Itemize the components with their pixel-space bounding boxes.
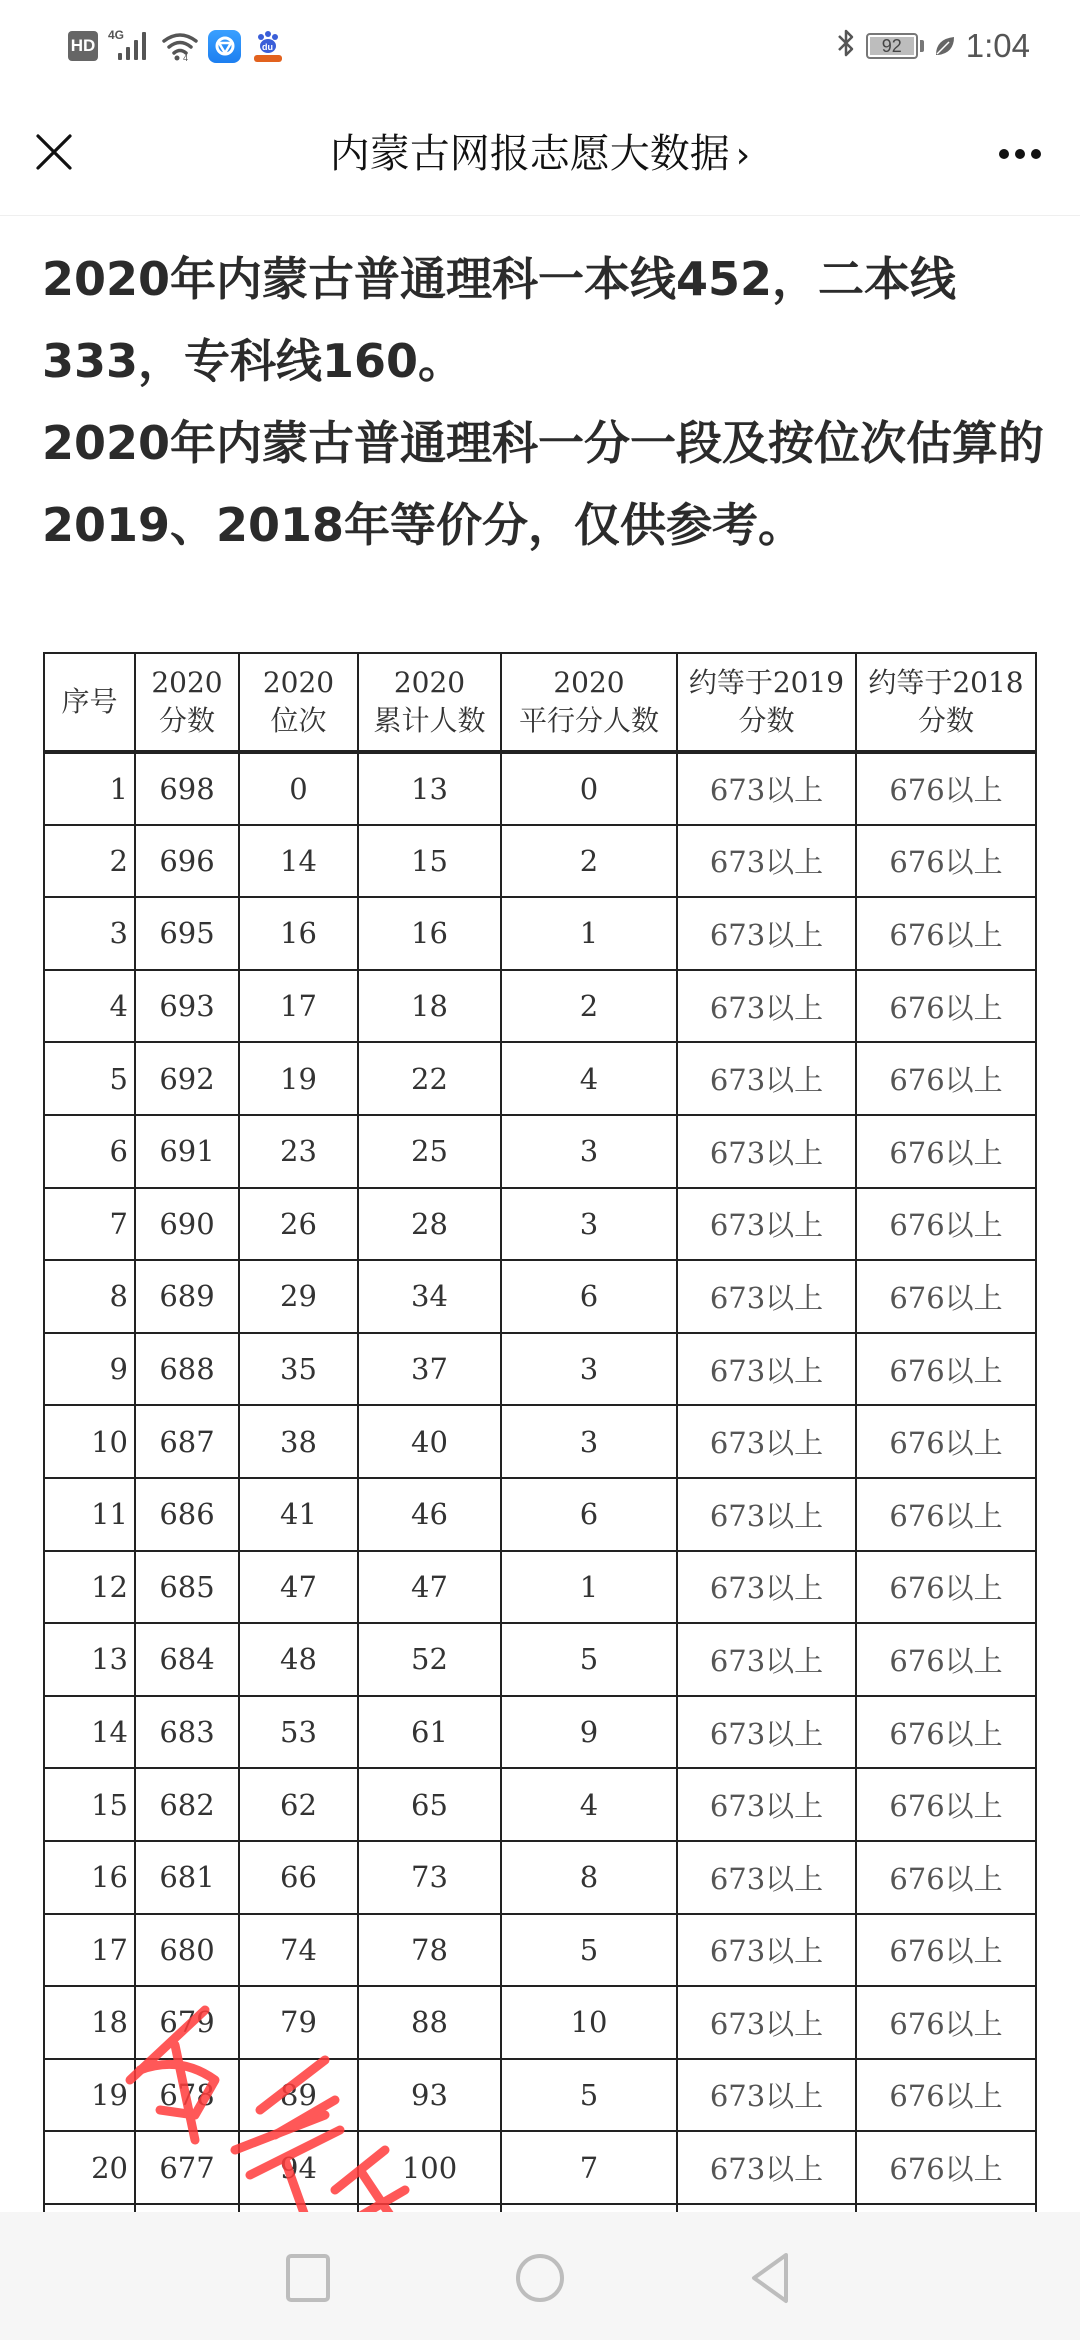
cell-equivalent-2018: 676以上 bbox=[856, 1841, 1036, 1914]
status-bar-left bbox=[68, 26, 285, 66]
cell-score-2020: 698 bbox=[135, 752, 239, 825]
cell-same-score-count-2020: 9 bbox=[501, 1696, 677, 1769]
cell-equivalent-2018: 676以上 bbox=[856, 1623, 1036, 1696]
cell-index: 15 bbox=[44, 1768, 135, 1841]
table-row bbox=[44, 2131, 1036, 2204]
cell-cumulative-2020: 100 bbox=[358, 2131, 501, 2204]
header-2020-same-score: 2020 平行分人数 bbox=[501, 653, 677, 752]
cell-cumulative-2020: 18 bbox=[358, 970, 501, 1043]
cell-same-score-count-2020: 0 bbox=[501, 752, 677, 825]
cell-cumulative-2020: 37 bbox=[358, 1333, 501, 1406]
cell-equivalent-2019: 673以上 bbox=[677, 1768, 856, 1841]
recent-apps-icon bbox=[286, 2254, 330, 2302]
cell-cumulative-2020: 13 bbox=[358, 752, 501, 825]
cell-score-2020: 696 bbox=[135, 825, 239, 898]
cell-score-2020: 693 bbox=[135, 970, 239, 1043]
cell-score-2020: 688 bbox=[135, 1333, 239, 1406]
power-saving-leaf-icon bbox=[934, 35, 956, 57]
cell-rank-2020: 17 bbox=[239, 970, 358, 1043]
cell-equivalent-2019: 673以上 bbox=[677, 1623, 856, 1696]
cell-equivalent-2018: 676以上 bbox=[856, 752, 1036, 825]
cell-score-2020: 682 bbox=[135, 1768, 239, 1841]
cell-equivalent-2018: 676以上 bbox=[856, 825, 1036, 898]
cell-equivalent-2018: 676以上 bbox=[856, 1042, 1036, 1115]
cell-cumulative-2020: 78 bbox=[358, 1914, 501, 1987]
cell-equivalent-2019: 673以上 bbox=[677, 1986, 856, 2059]
cell-rank-2020: 62 bbox=[239, 1768, 358, 1841]
cell-score-2020: 692 bbox=[135, 1042, 239, 1115]
table-row bbox=[44, 1768, 1036, 1841]
clock: 1:04 bbox=[965, 27, 1030, 64]
cell-equivalent-2018: 676以上 bbox=[856, 1405, 1036, 1478]
cell-equivalent-2019: 673以上 bbox=[677, 1478, 856, 1551]
cell-same-score-count-2020: 4 bbox=[501, 1042, 677, 1115]
table-body bbox=[44, 752, 1036, 2276]
cell-equivalent-2018: 676以上 bbox=[856, 1115, 1036, 1188]
cell-same-score-count-2020: 3 bbox=[501, 1115, 677, 1188]
cell-equivalent-2019: 673以上 bbox=[677, 970, 856, 1043]
header-2020-score: 2020 分数 bbox=[135, 653, 239, 752]
cell-same-score-count-2020: 1 bbox=[501, 1551, 677, 1624]
cell-cumulative-2020: 34 bbox=[358, 1260, 501, 1333]
cell-index: 1 bbox=[44, 752, 135, 825]
cell-cumulative-2020: 46 bbox=[358, 1478, 501, 1551]
cell-index: 19 bbox=[44, 2059, 135, 2132]
cell-cumulative-2020: 16 bbox=[358, 897, 501, 970]
title-bar bbox=[0, 92, 1080, 216]
cell-score-2020: 689 bbox=[135, 1260, 239, 1333]
wifi-icon bbox=[162, 31, 198, 61]
cell-equivalent-2018: 676以上 bbox=[856, 1333, 1036, 1406]
cell-same-score-count-2020: 7 bbox=[501, 2131, 677, 2204]
cell-cumulative-2020: 40 bbox=[358, 1405, 501, 1478]
table-row bbox=[44, 1188, 1036, 1261]
cell-score-2020: 679 bbox=[135, 1986, 239, 2059]
cell-index: 3 bbox=[44, 897, 135, 970]
cell-cumulative-2020: 47 bbox=[358, 1551, 501, 1624]
cell-same-score-count-2020: 3 bbox=[501, 1333, 677, 1406]
app-notification-icon bbox=[208, 30, 241, 63]
cell-rank-2020: 47 bbox=[239, 1551, 358, 1624]
cell-rank-2020: 29 bbox=[239, 1260, 358, 1333]
cell-equivalent-2019: 673以上 bbox=[677, 1188, 856, 1261]
cell-cumulative-2020: 61 bbox=[358, 1696, 501, 1769]
status-bar-right bbox=[836, 24, 1030, 68]
cell-equivalent-2018: 676以上 bbox=[856, 1188, 1036, 1261]
cell-equivalent-2019: 673以上 bbox=[677, 2131, 856, 2204]
score-rank-table bbox=[43, 652, 1037, 2277]
table-row bbox=[44, 1551, 1036, 1624]
svg-text:du: du bbox=[262, 42, 273, 52]
cell-equivalent-2019: 673以上 bbox=[677, 825, 856, 898]
cell-cumulative-2020: 73 bbox=[358, 1841, 501, 1914]
cell-rank-2020: 41 bbox=[239, 1478, 358, 1551]
cell-score-2020: 680 bbox=[135, 1914, 239, 1987]
cell-score-2020: 691 bbox=[135, 1115, 239, 1188]
cell-equivalent-2018: 676以上 bbox=[856, 1986, 1036, 2059]
signal-icon bbox=[108, 30, 152, 62]
status-bar bbox=[0, 0, 1080, 92]
cell-same-score-count-2020: 5 bbox=[501, 1623, 677, 1696]
home-button[interactable] bbox=[504, 2242, 576, 2314]
battery-icon bbox=[866, 33, 924, 59]
header-2018-equivalent: 约等于2018 分数 bbox=[856, 653, 1036, 752]
home-icon bbox=[514, 2252, 566, 2304]
cell-equivalent-2018: 676以上 bbox=[856, 1914, 1036, 1987]
cell-same-score-count-2020: 8 bbox=[501, 1841, 677, 1914]
cell-index: 14 bbox=[44, 1696, 135, 1769]
cell-index: 10 bbox=[44, 1405, 135, 1478]
article-paragraph-cutoff-lines: 2020年内蒙古普通理科一本线452，二本线333，专科线160。 bbox=[42, 252, 957, 388]
cell-same-score-count-2020: 10 bbox=[501, 1986, 677, 2059]
cell-same-score-count-2020: 6 bbox=[501, 1478, 677, 1551]
cell-same-score-count-2020: 2 bbox=[501, 970, 677, 1043]
chevron-right-icon: › bbox=[735, 135, 751, 176]
cell-index: 16 bbox=[44, 1841, 135, 1914]
table-row bbox=[44, 1986, 1036, 2059]
more-options-button[interactable] bbox=[990, 132, 1050, 176]
cell-same-score-count-2020: 5 bbox=[501, 2059, 677, 2132]
cell-same-score-count-2020: 3 bbox=[501, 1405, 677, 1478]
cell-index: 8 bbox=[44, 1260, 135, 1333]
table-row bbox=[44, 1914, 1036, 1987]
cell-same-score-count-2020: 1 bbox=[501, 897, 677, 970]
table-row bbox=[44, 2059, 1036, 2132]
cell-cumulative-2020: 88 bbox=[358, 1986, 501, 2059]
cell-score-2020: 684 bbox=[135, 1623, 239, 1696]
cell-equivalent-2018: 676以上 bbox=[856, 1478, 1036, 1551]
table-header-row bbox=[44, 653, 1036, 752]
cell-index: 6 bbox=[44, 1115, 135, 1188]
cell-rank-2020: 0 bbox=[239, 752, 358, 825]
cell-score-2020: 686 bbox=[135, 1478, 239, 1551]
cell-equivalent-2018: 676以上 bbox=[856, 2131, 1036, 2204]
table-row bbox=[44, 1042, 1036, 1115]
cell-rank-2020: 14 bbox=[239, 825, 358, 898]
cell-rank-2020: 23 bbox=[239, 1115, 358, 1188]
table-row bbox=[44, 1623, 1036, 1696]
cell-equivalent-2019: 673以上 bbox=[677, 1405, 856, 1478]
table-row bbox=[44, 1115, 1036, 1188]
cell-equivalent-2019: 673以上 bbox=[677, 1696, 856, 1769]
recent-apps-button[interactable] bbox=[272, 2242, 344, 2314]
cell-rank-2020: 94 bbox=[239, 2131, 358, 2204]
bluetooth-icon bbox=[836, 27, 856, 66]
cell-score-2020: 687 bbox=[135, 1405, 239, 1478]
back-icon bbox=[748, 2252, 792, 2304]
cell-same-score-count-2020: 3 bbox=[501, 1188, 677, 1261]
article-body bbox=[42, 238, 1052, 566]
cell-index: 17 bbox=[44, 1914, 135, 1987]
cell-equivalent-2018: 676以上 bbox=[856, 2059, 1036, 2132]
cell-same-score-count-2020: 2 bbox=[501, 825, 677, 898]
cell-cumulative-2020: 15 bbox=[358, 825, 501, 898]
table-row bbox=[44, 825, 1036, 898]
cell-cumulative-2020: 52 bbox=[358, 1623, 501, 1696]
table-row bbox=[44, 1841, 1036, 1914]
article-paragraph-description: 2020年内蒙古普通理科一分一段及按位次估算的2019、2018年等价分，仅供参考。 bbox=[42, 416, 1045, 552]
cell-equivalent-2019: 673以上 bbox=[677, 1260, 856, 1333]
system-nav-bar bbox=[0, 2212, 1080, 2340]
header-index: 序号 bbox=[44, 653, 135, 752]
cell-equivalent-2019: 673以上 bbox=[677, 1914, 856, 1987]
cell-equivalent-2018: 676以上 bbox=[856, 1768, 1036, 1841]
cell-rank-2020: 89 bbox=[239, 2059, 358, 2132]
cell-equivalent-2019: 673以上 bbox=[677, 1115, 856, 1188]
cell-equivalent-2019: 673以上 bbox=[677, 1551, 856, 1624]
table-row bbox=[44, 897, 1036, 970]
cell-equivalent-2018: 676以上 bbox=[856, 1551, 1036, 1624]
cell-index: 20 bbox=[44, 2131, 135, 2204]
cell-index: 4 bbox=[44, 970, 135, 1043]
cell-equivalent-2019: 673以上 bbox=[677, 2059, 856, 2132]
cell-index: 9 bbox=[44, 1333, 135, 1406]
cell-score-2020: 681 bbox=[135, 1841, 239, 1914]
cell-rank-2020: 19 bbox=[239, 1042, 358, 1115]
cell-equivalent-2018: 676以上 bbox=[856, 970, 1036, 1043]
page-title[interactable] bbox=[0, 128, 1080, 182]
cell-cumulative-2020: 25 bbox=[358, 1115, 501, 1188]
cell-index: 12 bbox=[44, 1551, 135, 1624]
header-2020-cumulative: 2020 累计人数 bbox=[358, 653, 501, 752]
battery-level: 92 bbox=[870, 37, 914, 55]
table-row bbox=[44, 1260, 1036, 1333]
cell-equivalent-2018: 676以上 bbox=[856, 897, 1036, 970]
cell-index: 2 bbox=[44, 825, 135, 898]
cell-rank-2020: 53 bbox=[239, 1696, 358, 1769]
cell-rank-2020: 16 bbox=[239, 897, 358, 970]
table-row bbox=[44, 752, 1036, 825]
cell-score-2020: 683 bbox=[135, 1696, 239, 1769]
hd-icon: HD bbox=[68, 31, 98, 61]
cell-cumulative-2020: 22 bbox=[358, 1042, 501, 1115]
table-row bbox=[44, 970, 1036, 1043]
baidu-notification-icon bbox=[251, 29, 285, 63]
cell-cumulative-2020: 93 bbox=[358, 2059, 501, 2132]
cell-equivalent-2018: 676以上 bbox=[856, 1696, 1036, 1769]
cell-equivalent-2018: 676以上 bbox=[856, 1260, 1036, 1333]
svg-text:4: 4 bbox=[183, 53, 189, 61]
more-dots-icon bbox=[999, 149, 1009, 159]
cell-index: 11 bbox=[44, 1478, 135, 1551]
cell-same-score-count-2020: 5 bbox=[501, 1914, 677, 1987]
cell-rank-2020: 79 bbox=[239, 1986, 358, 2059]
network-type-label: 4G bbox=[108, 28, 125, 42]
cell-rank-2020: 26 bbox=[239, 1188, 358, 1261]
cell-rank-2020: 66 bbox=[239, 1841, 358, 1914]
table-row bbox=[44, 1696, 1036, 1769]
cell-equivalent-2019: 673以上 bbox=[677, 1333, 856, 1406]
cell-same-score-count-2020: 6 bbox=[501, 1260, 677, 1333]
cell-score-2020: 677 bbox=[135, 2131, 239, 2204]
cell-index: 7 bbox=[44, 1188, 135, 1261]
cell-equivalent-2019: 673以上 bbox=[677, 752, 856, 825]
cell-index: 13 bbox=[44, 1623, 135, 1696]
header-2019-equivalent: 约等于2019 分数 bbox=[677, 653, 856, 752]
table-row bbox=[44, 1333, 1036, 1406]
cell-rank-2020: 48 bbox=[239, 1623, 358, 1696]
back-button[interactable] bbox=[734, 2242, 806, 2314]
cell-rank-2020: 38 bbox=[239, 1405, 358, 1478]
cell-score-2020: 678 bbox=[135, 2059, 239, 2132]
header-2020-rank: 2020 位次 bbox=[239, 653, 358, 752]
table-row bbox=[44, 1405, 1036, 1478]
cell-score-2020: 685 bbox=[135, 1551, 239, 1624]
cell-equivalent-2019: 673以上 bbox=[677, 1042, 856, 1115]
cell-cumulative-2020: 28 bbox=[358, 1188, 501, 1261]
cell-same-score-count-2020: 4 bbox=[501, 1768, 677, 1841]
cell-rank-2020: 74 bbox=[239, 1914, 358, 1987]
cell-score-2020: 690 bbox=[135, 1188, 239, 1261]
cell-equivalent-2019: 673以上 bbox=[677, 897, 856, 970]
cell-index: 18 bbox=[44, 1986, 135, 2059]
page-title-text: 内蒙古网报志愿大数据 bbox=[329, 131, 730, 177]
cell-rank-2020: 35 bbox=[239, 1333, 358, 1406]
cell-score-2020: 695 bbox=[135, 897, 239, 970]
cell-equivalent-2019: 673以上 bbox=[677, 1841, 856, 1914]
table-row bbox=[44, 1478, 1036, 1551]
cell-cumulative-2020: 65 bbox=[358, 1768, 501, 1841]
cell-index: 5 bbox=[44, 1042, 135, 1115]
